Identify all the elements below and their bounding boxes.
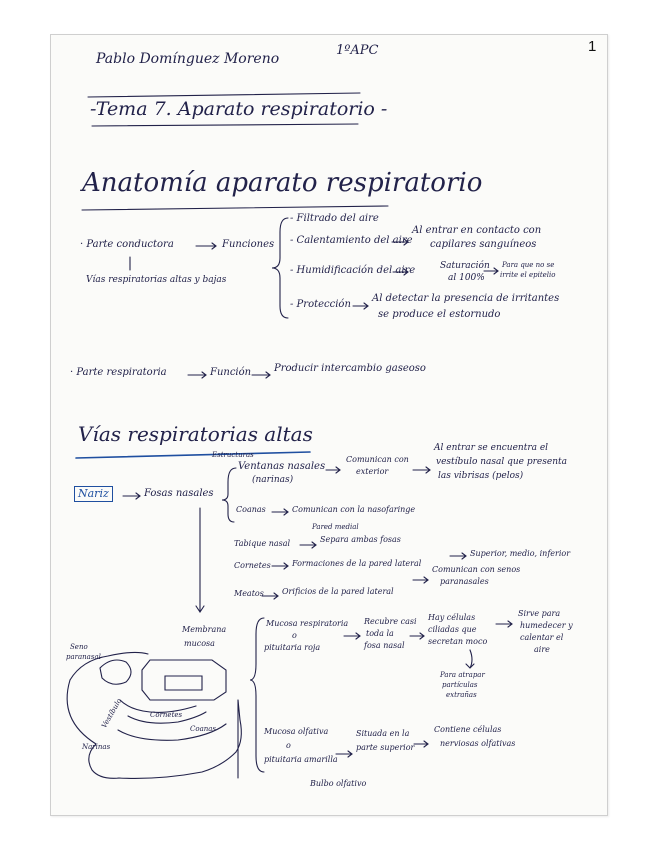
tabique-result: Separa ambas fosas — [320, 535, 401, 544]
narinas-note: (narinas) — [252, 475, 294, 485]
humidificacion-extra2: irrite el epitelio — [500, 271, 556, 279]
diagram-seno-line1: Seno — [70, 643, 88, 651]
author-name: Pablo Domínguez Moreno — [96, 51, 280, 67]
exterior-label: exterior — [356, 467, 389, 476]
contiene-line1: Contiene células — [434, 725, 502, 734]
mucosa-label: mucosa — [184, 639, 215, 648]
pituitaria-roja: pituitaria roja — [264, 643, 321, 652]
coanas-label: Coanas — [236, 505, 266, 514]
diagram-coanas: Coanas — [190, 725, 217, 733]
pared-medial-note: Pared medial — [312, 523, 359, 531]
section2-title: Vías respiratorias altas — [78, 422, 313, 446]
diagram-narinas: Narinas — [82, 743, 111, 751]
nariz-box: Nariz — [74, 486, 113, 502]
meatos-result: Orificios de la pared lateral — [282, 587, 394, 596]
vestibulo-line3: las vibrisas (pelos) — [438, 471, 524, 481]
funcion-humidificacion: - Humidificación del aire — [290, 265, 416, 276]
contiene-line2: nerviosas olfativas — [440, 739, 516, 748]
humidificacion-result: Saturación — [440, 261, 490, 271]
sirve-line4: aire — [534, 645, 550, 654]
pituitaria-amarilla: pituitaria amarilla — [264, 755, 338, 764]
ventanas-nasales: Ventanas nasales — [238, 461, 326, 472]
celulas-line2: ciliadas que — [428, 625, 477, 634]
membrana-label: Membrana — [182, 625, 227, 634]
funcion-label: Función — [210, 367, 252, 378]
recubre-line1: Recubre casi — [364, 617, 417, 626]
mucosa-respiratoria-o: o — [292, 631, 297, 640]
humidificacion-extra: Para que no se — [502, 261, 555, 269]
recubre-line3: fosa nasal — [364, 641, 405, 650]
parte-respiratoria: · Parte respiratoria — [70, 367, 167, 378]
cornetes-result: Formaciones de la pared lateral — [292, 559, 422, 568]
diagram-seno-line2: paranasal — [66, 653, 101, 661]
bulbo-olfativo: Bulbo olfativo — [310, 779, 367, 788]
section1-title: Anatomía aparato respiratorio — [82, 168, 483, 198]
celulas-line3: secretan moco — [428, 637, 488, 646]
sirve-line1: Sirve para — [518, 609, 561, 618]
vias-label: Vías respiratorias altas y bajas — [86, 275, 227, 285]
parte-conductora: · Parte conductora — [80, 239, 174, 250]
cornetes-types: Superior, medio, inferior — [470, 549, 571, 558]
funcion-calentamiento: - Calentamiento del aire — [290, 235, 413, 246]
diagram-vestibulo: Vestíbulo — [100, 697, 124, 730]
cornetes-label: Cornetes — [234, 561, 271, 570]
celulas-line1: Hay células — [428, 613, 476, 622]
recubre-line2: toda la — [366, 629, 394, 638]
meatos-r1: Comunican con senos — [432, 565, 521, 574]
humidificacion-result2: al 100% — [448, 273, 485, 283]
funcion-filtrado: - Filtrado del aire — [290, 213, 379, 224]
mucosa-olfativa: Mucosa olfativa — [264, 727, 329, 736]
mucosa-olfativa-o: o — [286, 741, 291, 750]
estructuras-note: Estructuras — [212, 451, 254, 459]
course-label: 1ºAPC — [336, 43, 379, 58]
diagram-cornetes: Cornetes — [150, 711, 183, 719]
atrapar-line3: extrañas — [446, 691, 477, 699]
funcion-result: Producir intercambio gaseoso — [274, 363, 426, 374]
vestibulo-line2: vestíbulo nasal que presenta — [436, 457, 567, 467]
sirve-line2: humedecer y — [520, 621, 573, 630]
vestibulo-line1: Al entrar se encuentra el — [434, 443, 549, 453]
fosas-nasales: Fosas nasales — [144, 488, 214, 499]
meatos-label: Meatos — [234, 589, 264, 598]
proteccion-result: Al detectar la presencia de irritantes — [372, 293, 560, 304]
page-number: 1 — [588, 38, 597, 55]
mucosa-respiratoria: Mucosa respiratoria — [266, 619, 349, 628]
calentamiento-result2: capilares sanguíneos — [430, 239, 537, 250]
proteccion-result2: se produce el estornudo — [378, 309, 501, 320]
tabique-label: Tabique nasal — [234, 539, 291, 548]
atrapar-line1: Para atrapar — [440, 671, 485, 679]
atrapar-line2: partículas — [442, 681, 478, 689]
funcion-proteccion: - Protección — [290, 299, 351, 310]
topic-title: -Tema 7. Aparato respiratorio - — [90, 98, 388, 120]
comunican-con: Comunican con — [346, 455, 409, 464]
meatos-r2: paranasales — [440, 577, 489, 586]
sirve-line3: calentar el — [520, 633, 564, 642]
situada-line1: Situada en la — [356, 729, 410, 738]
coanas-result: Comunican con la nasofaringe — [292, 505, 416, 514]
situada-line2: parte superior — [356, 743, 415, 752]
funciones-label: Funciones — [222, 239, 275, 250]
calentamiento-result: Al entrar en contacto con — [412, 225, 542, 236]
